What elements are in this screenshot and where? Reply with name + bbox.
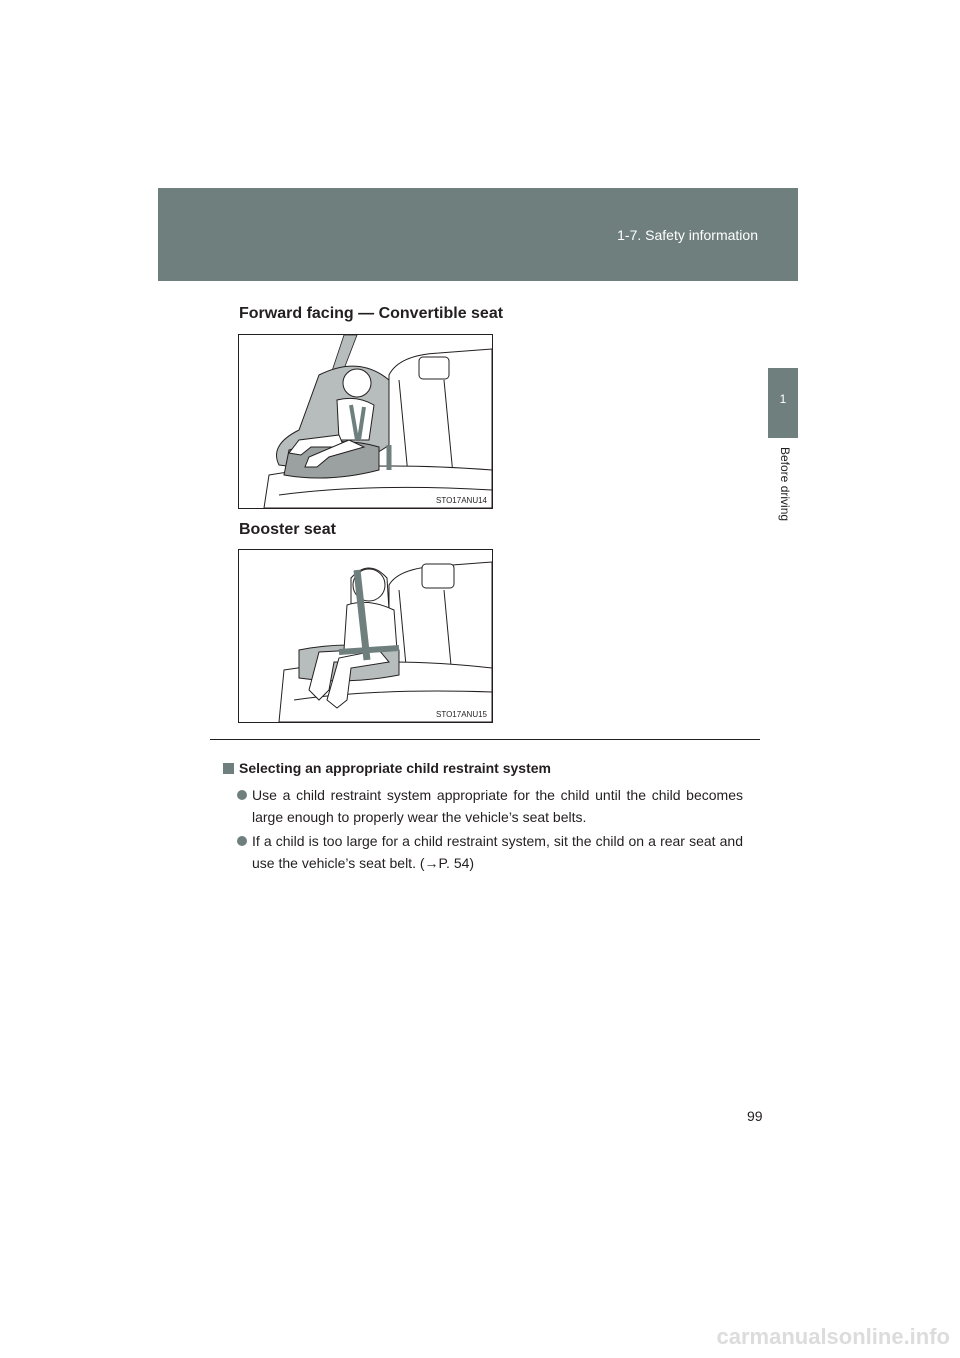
heading-convertible-seat: Forward facing — Convertible seat bbox=[239, 305, 504, 322]
bullet-dot-icon bbox=[237, 790, 247, 800]
list-item-text: If a child is too large for a child restraint system, sit the child on a rear seat and use the vehicle’s seat belt. (→P. 54) bbox=[252, 833, 743, 871]
chapter-label: Before driving bbox=[778, 447, 792, 522]
convertible-seat-illustration bbox=[239, 335, 492, 508]
divider bbox=[210, 739, 760, 740]
list-item bbox=[237, 830, 743, 874]
square-bullet-icon bbox=[223, 763, 234, 774]
chapter-tab bbox=[768, 368, 798, 438]
figure-booster-seat bbox=[238, 549, 493, 723]
booster-seat-illustration bbox=[239, 550, 492, 722]
bullet-dot-icon bbox=[237, 836, 247, 846]
figure-convertible-seat bbox=[238, 334, 493, 509]
page-number: 99 bbox=[747, 1108, 763, 1124]
note-title-text: Selecting an appropriate child restraint system bbox=[239, 760, 551, 776]
watermark: carmanualsonline.info bbox=[716, 1324, 950, 1349]
note-title bbox=[223, 760, 551, 776]
figure-code: STO17ANU14 bbox=[436, 496, 487, 505]
header-band bbox=[158, 188, 798, 281]
heading-booster-seat: Booster seat bbox=[239, 521, 336, 538]
list-item-text: Use a child restraint system appropriate for the child until the child becomes large enough to properly wear the vehicle’s seat belts. bbox=[252, 787, 743, 825]
chapter-number: 1 bbox=[779, 392, 787, 406]
list-item bbox=[237, 784, 743, 828]
section-title: 1-7. Safety information bbox=[617, 227, 758, 243]
figure-code: STO17ANU15 bbox=[436, 710, 487, 719]
